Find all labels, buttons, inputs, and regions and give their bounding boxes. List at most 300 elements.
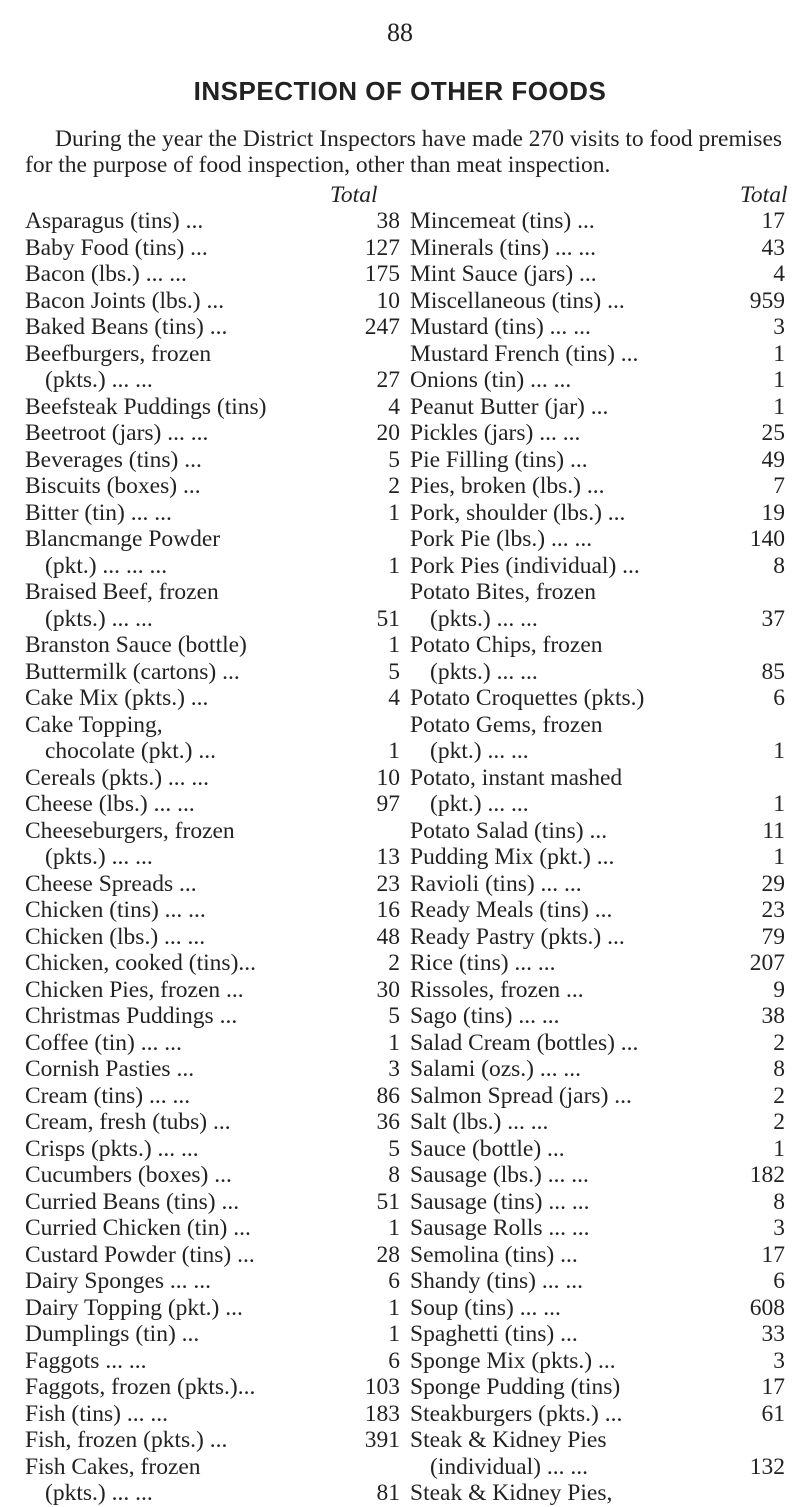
- leader-dots: ...: [213, 1003, 238, 1029]
- food-row: [410, 261, 785, 288]
- food-row: [25, 235, 400, 262]
- food-item-total: 3: [773, 314, 785, 340]
- food-item-name: Beefsteak Puddings (tins): [25, 393, 267, 420]
- food-row: [25, 314, 400, 341]
- leader-dots: ... ...: [143, 1082, 191, 1109]
- food-item-name: Asparagus (tins) ...: [25, 208, 204, 234]
- food-row: [410, 553, 785, 580]
- food-item-total: 175: [364, 261, 400, 287]
- food-item-total: 2: [388, 950, 400, 976]
- food-item-name: Cheese (lbs.) ... ...: [25, 791, 195, 817]
- leader-dots: ...: [175, 1135, 199, 1162]
- leader-dots: ... ...: [120, 552, 168, 579]
- food-row: [25, 1401, 400, 1428]
- food-item-total: 127: [364, 234, 400, 261]
- leader-dots: ...: [184, 420, 209, 446]
- food-row: [410, 579, 785, 606]
- food-item-name: Coffee (tin) ... ...: [25, 1029, 182, 1056]
- food-item-total: 7: [773, 473, 785, 499]
- food-row: [25, 1480, 400, 1507]
- leader-dots: ...: [592, 1347, 616, 1374]
- food-item-total: 1: [388, 1294, 400, 1321]
- food-item-total: 28: [376, 1241, 400, 1268]
- food-item-total: 20: [376, 420, 400, 446]
- food-item-total: 4: [773, 261, 785, 287]
- food-item-total: 97: [376, 791, 400, 817]
- food-row: [25, 977, 400, 1004]
- food-row: [410, 1295, 785, 1322]
- food-item-name: Potato Chips, frozen: [410, 632, 603, 658]
- food-item-total: [360, 341, 400, 368]
- food-item-total: 25: [761, 420, 785, 446]
- food-item-total: 38: [376, 208, 400, 234]
- food-item-name: Salmon Spread (jars) ...: [410, 1082, 632, 1109]
- food-row: [410, 606, 785, 633]
- food-row: [25, 526, 400, 553]
- food-item-name: Dairy Topping (pkt.) ...: [25, 1294, 243, 1321]
- leader-dots: ...: [598, 1400, 623, 1427]
- food-item-name: Fish Cakes, frozen: [25, 1453, 201, 1480]
- leader-dots: ...: [541, 1135, 565, 1162]
- food-item-name: Sponge Pudding (tins): [410, 1374, 621, 1400]
- food-item-name: Pickles (jars) ... ...: [410, 420, 581, 446]
- food-item-total: 207: [749, 950, 785, 976]
- food-row: [25, 1268, 400, 1295]
- food-item-total: 183: [364, 1400, 400, 1427]
- left-column-header: Total: [330, 182, 378, 208]
- food-item-total: 11: [762, 817, 785, 844]
- food-row: [410, 473, 785, 500]
- food-item-name: Salt (lbs.) ... ...: [410, 1109, 549, 1135]
- food-item-name: (pkt.) ... ... ...: [45, 552, 168, 579]
- food-item-total: 5: [388, 446, 400, 473]
- food-item-name: Pork, shoulder (lbs.) ...: [410, 499, 626, 526]
- food-item-total: 85: [761, 658, 785, 685]
- food-item-name: Semolina (tins) ...: [410, 1241, 578, 1268]
- leader-dots: ...: [227, 1215, 251, 1241]
- food-item-name: Potato Croquettes (pkts.): [410, 685, 645, 711]
- leader-dots: ...: [173, 870, 197, 897]
- food-item-total: [360, 818, 400, 845]
- food-item-name: Bacon Joints (lbs.) ...: [25, 287, 225, 314]
- food-item-total: 140: [749, 526, 785, 552]
- food-row: [25, 765, 400, 792]
- food-item-name: Salami (ozs.) ... ...: [410, 1056, 581, 1082]
- food-row: [410, 685, 785, 712]
- food-row: [410, 1321, 785, 1348]
- food-item-total: 391: [364, 1427, 400, 1453]
- leader-dots: ...: [203, 1427, 228, 1453]
- leader-dots: ... ...: [524, 367, 572, 393]
- leader-dots: ...: [184, 234, 208, 261]
- food-item-total: [745, 1427, 785, 1454]
- food-item-name: Cake Mix (pkts.) ...: [25, 685, 209, 711]
- leader-dots: ... ...: [105, 1480, 153, 1506]
- leader-dots: ...: [179, 208, 204, 234]
- food-row: [25, 791, 400, 818]
- food-row: [410, 738, 785, 765]
- leader-dots: ... ...: [513, 1294, 561, 1321]
- food-item-name: Ready Meals (tins) ...: [410, 897, 613, 923]
- food-item-name: Rice (tins) ... ...: [410, 950, 556, 976]
- food-item-total: 1: [388, 499, 400, 526]
- food-row: [410, 791, 785, 818]
- food-row: [25, 685, 400, 712]
- food-item-total: 81: [376, 1480, 400, 1506]
- food-row: [25, 1374, 400, 1401]
- food-row: [25, 1454, 400, 1481]
- leader-dots: ...: [573, 261, 597, 287]
- food-item-name: Fish, frozen (pkts.) ...: [25, 1427, 228, 1453]
- food-item-total: 1: [773, 340, 785, 367]
- leader-dots: ...: [178, 446, 202, 473]
- leader-dots: ... ...: [534, 1056, 581, 1082]
- food-row: [25, 632, 400, 659]
- food-item-name: Miscellaneous (tins) ...: [410, 287, 625, 314]
- leader-dots: ...: [177, 473, 201, 499]
- food-item-name: (pkts.) ... ...: [45, 1480, 153, 1506]
- food-item-name: Mustard French (tins) ...: [410, 340, 639, 367]
- leader-dots: ...: [601, 499, 626, 526]
- food-item-name: Cheeseburgers, frozen: [25, 817, 235, 844]
- right-column-header: Total: [740, 182, 788, 208]
- food-item-total: [745, 632, 785, 659]
- leader-dots: ... ...: [481, 738, 529, 764]
- food-row: [25, 1427, 400, 1454]
- food-item-name: Chicken Pies, frozen ...: [25, 976, 244, 1003]
- food-item-total: 16: [376, 897, 400, 923]
- food-row: [410, 1003, 785, 1030]
- food-row: [25, 1083, 400, 1110]
- food-item-name: Sauce (bottle) ...: [410, 1135, 565, 1162]
- food-row: [410, 897, 785, 924]
- leader-dots: ... ...: [512, 1003, 560, 1029]
- food-item-name: (pkts.) ... ...: [45, 844, 153, 870]
- food-item-name: (pkts.) ... ...: [45, 605, 153, 632]
- food-item-total: 959: [749, 287, 785, 314]
- food-item-total: 51: [376, 1188, 400, 1215]
- leader-dots: ...: [565, 1162, 589, 1188]
- food-item-name: Baked Beans (tins) ...: [25, 314, 228, 340]
- leader-dots: ...: [572, 234, 597, 261]
- leader-dots: ... ...: [533, 420, 581, 446]
- food-item-total: 6: [773, 685, 785, 711]
- food-item-total: 5: [388, 1003, 400, 1029]
- leader-dots: ...: [571, 208, 595, 234]
- food-item-name: Steak & Kidney Pies,: [410, 1480, 613, 1506]
- leader-dots: ...: [568, 526, 593, 552]
- leader-dots: ...: [583, 817, 608, 844]
- food-item-total: 19: [761, 499, 785, 526]
- food-item-total: 1: [773, 367, 785, 393]
- food-item-total: 4: [388, 685, 400, 711]
- food-row: [25, 394, 400, 421]
- food-row: [25, 473, 400, 500]
- food-item-total: 10: [376, 764, 400, 791]
- food-row: [410, 367, 785, 394]
- food-item-name: Potato Salad (tins) ...: [410, 817, 608, 844]
- food-item-total: 1: [773, 393, 785, 420]
- food-item-total: 1: [388, 1215, 400, 1241]
- right-food-list: [410, 208, 785, 1507]
- food-row: [410, 1162, 785, 1189]
- food-item-name: Curried Chicken (tin) ...: [25, 1215, 251, 1241]
- food-item-total: 132: [749, 1453, 785, 1480]
- food-row: [410, 632, 785, 659]
- food-item-total: 37: [761, 605, 785, 632]
- food-item-total: 43: [761, 234, 785, 261]
- food-item-total: 4: [388, 393, 400, 420]
- leader-dots: ... ...: [481, 791, 529, 817]
- food-item-name: Bitter (tin) ... ...: [25, 499, 172, 526]
- food-item-total: 79: [761, 923, 785, 950]
- leader-dots: ...: [219, 1294, 243, 1321]
- food-item-total: 48: [376, 923, 400, 950]
- food-row: [25, 1215, 400, 1242]
- food-row: [410, 1189, 785, 1216]
- food-item-total: 8: [773, 1188, 785, 1215]
- page-number: 88: [387, 18, 413, 47]
- leader-dots: ...: [187, 1268, 212, 1294]
- food-row: [25, 1162, 400, 1189]
- food-row: [410, 924, 785, 951]
- food-item-name: Rissoles, frozen ...: [410, 976, 584, 1003]
- food-item-name: Chicken (tins) ... ...: [25, 897, 206, 923]
- food-item-total: 49: [761, 446, 785, 473]
- food-item-name: Cake Topping,: [25, 711, 163, 738]
- food-row: [410, 500, 785, 527]
- food-item-name: Pork Pies (individual) ...: [410, 552, 640, 579]
- food-item-total: 13: [376, 844, 400, 870]
- food-item-total: 2: [773, 1109, 785, 1135]
- food-item-name: Onions (tin) ... ...: [410, 367, 572, 393]
- food-item-name: Mincemeat (tins) ...: [410, 208, 595, 234]
- leader-dots: ...: [584, 393, 609, 420]
- food-item-name: Soup (tins) ... ...: [410, 1294, 561, 1321]
- food-item-total: 86: [376, 1082, 400, 1109]
- leader-dots: ...: [207, 1109, 231, 1135]
- food-row: [410, 394, 785, 421]
- food-item-total: 5: [388, 1135, 400, 1162]
- food-item-name: Cream (tins) ... ...: [25, 1082, 191, 1109]
- food-row: [410, 288, 785, 315]
- food-item-name: Salad Cream (bottles) ...: [410, 1029, 639, 1056]
- food-item-name: Shandy (tins) ... ...: [410, 1268, 583, 1294]
- food-item-name: Beefburgers, frozen: [25, 340, 212, 367]
- left-food-list: [25, 208, 400, 1507]
- food-item-name: Braised Beef, frozen: [25, 579, 219, 605]
- food-item-name: Pie Filling (tins) ...: [410, 446, 588, 473]
- leader-dots: ...: [175, 1321, 200, 1347]
- leader-dots: ...: [170, 1056, 195, 1082]
- food-row: [410, 235, 785, 262]
- food-row: [410, 1427, 785, 1454]
- food-item-name: Sausage (tins) ... ...: [410, 1188, 590, 1215]
- food-row: [410, 1480, 785, 1507]
- leader-dots: ... ...: [99, 1347, 147, 1374]
- food-item-total: 6: [773, 1268, 785, 1294]
- leader-dots: ...: [192, 738, 216, 764]
- food-row: [25, 712, 400, 739]
- leader-dots: ...: [560, 976, 584, 1003]
- food-item-name: Beetroot (jars) ... ...: [25, 420, 209, 446]
- food-row: [25, 1189, 400, 1216]
- food-item-total: 38: [761, 1003, 785, 1029]
- food-item-name: Steakburgers (pkts.) ...: [410, 1400, 623, 1427]
- food-item-name: Ravioli (tins) ... ...: [410, 870, 582, 897]
- food-item-name: Faggots ... ...: [25, 1347, 147, 1374]
- food-row: [25, 738, 400, 765]
- leader-dots: ...: [564, 446, 588, 473]
- food-item-total: 9: [773, 976, 785, 1003]
- food-item-total: [360, 579, 400, 606]
- food-item-name: Cornish Pasties ...: [25, 1056, 195, 1082]
- food-row: [410, 1215, 785, 1242]
- food-row: [410, 341, 785, 368]
- food-item-total: 33: [761, 1321, 785, 1347]
- intro-paragraph: During the year the District Inspectors have made 270 visits to food premises for the purpose of food inspection, other than meat inspection.: [25, 126, 783, 178]
- food-item-total: 1: [388, 552, 400, 579]
- food-row: [25, 659, 400, 686]
- food-item-total: [360, 526, 400, 553]
- food-item-total: 23: [376, 870, 400, 897]
- food-row: [410, 818, 785, 845]
- food-row: [410, 950, 785, 977]
- food-row: [410, 1454, 785, 1481]
- food-item-name: Potato Bites, frozen: [410, 579, 597, 605]
- leader-dots: ...: [564, 1453, 588, 1480]
- food-item-name: Crisps (pkts.) ... ...: [25, 1135, 199, 1162]
- food-item-name: Minerals (tins) ... ...: [410, 234, 597, 261]
- food-item-name: Bacon (lbs.) ... ...: [25, 261, 187, 287]
- food-item-name: Mint Sauce (jars) ...: [410, 261, 597, 287]
- leader-dots: ...: [601, 923, 625, 950]
- food-item-total: [745, 1480, 785, 1507]
- food-item-name: Cream, fresh (tubs) ...: [25, 1109, 231, 1135]
- food-row: [410, 1348, 785, 1375]
- leader-dots: ...: [590, 844, 615, 870]
- leader-dots: ... ...: [120, 1400, 168, 1427]
- food-item-total: 103: [364, 1374, 400, 1400]
- food-item-total: 247: [364, 314, 400, 340]
- food-item-total: 1: [773, 844, 785, 870]
- leader-dots: ... ...: [105, 367, 153, 393]
- leader-dots: ...: [588, 897, 613, 923]
- food-row: [25, 367, 400, 394]
- leader-dots: ... ...: [534, 870, 582, 897]
- food-row: [25, 1109, 400, 1136]
- food-item-total: 1: [388, 1029, 400, 1056]
- food-item-name: Biscuits (boxes) ...: [25, 473, 201, 499]
- food-item-total: 1: [773, 1135, 785, 1162]
- food-item-total: 2: [388, 473, 400, 499]
- leader-dots: ... ...: [134, 1029, 182, 1056]
- food-item-total: 27: [376, 367, 400, 393]
- leader-dots: ...: [554, 1241, 578, 1268]
- food-item-total: [360, 712, 400, 739]
- food-row: [410, 977, 785, 1004]
- food-item-name: Spaghetti (tins) ...: [410, 1321, 578, 1347]
- food-item-total: 1: [773, 738, 785, 764]
- food-row: [25, 500, 400, 527]
- food-item-total: 3: [773, 1347, 785, 1374]
- food-item-total: 1: [388, 632, 400, 658]
- food-row: [25, 924, 400, 951]
- food-row: [410, 1109, 785, 1136]
- food-item-total: 17: [761, 208, 785, 234]
- leader-dots: ... ...: [147, 791, 195, 817]
- food-item-name: (pkt.) ... ...: [430, 738, 529, 764]
- food-row: [410, 526, 785, 553]
- food-item-total: 2: [773, 1082, 785, 1109]
- leader-dots: ...: [567, 314, 591, 340]
- food-row: [410, 844, 785, 871]
- leader-dots: ...: [184, 685, 209, 711]
- food-item-name: Blancmange Powder: [25, 526, 221, 552]
- food-item-name: (pkt.) ... ...: [430, 791, 529, 817]
- leader-dots: ...: [200, 287, 225, 314]
- food-item-total: 1: [388, 738, 400, 764]
- leader-dots: ...: [566, 1215, 590, 1241]
- food-item-total: 8: [773, 1056, 785, 1082]
- food-item-name: (pkts.) ... ...: [430, 605, 538, 632]
- food-item-name: Peanut Butter (jar) ...: [410, 393, 609, 420]
- food-item-total: 29: [761, 870, 785, 897]
- food-item-name: (pkts.) ... ...: [45, 367, 153, 393]
- leader-dots: ... ...: [501, 1109, 549, 1135]
- food-item-total: [745, 765, 785, 792]
- leader-dots: ...: [215, 1188, 240, 1215]
- food-row: [410, 1242, 785, 1269]
- food-row: [25, 1295, 400, 1322]
- leader-dots: ...: [185, 764, 210, 791]
- food-item-total: 17: [761, 1241, 785, 1268]
- food-row: [410, 1136, 785, 1163]
- food-item-total: [745, 712, 785, 739]
- food-item-name: Cereals (pkts.) ... ...: [25, 764, 210, 791]
- food-item-total: 182: [749, 1162, 785, 1188]
- food-item-total: 17: [761, 1374, 785, 1400]
- food-item-name: Curried Beans (tins) ...: [25, 1188, 240, 1215]
- food-row: [25, 871, 400, 898]
- food-item-name: Fish (tins) ... ...: [25, 1400, 168, 1427]
- food-row: [410, 208, 785, 235]
- food-item-name: Potato, instant mashed: [410, 764, 623, 791]
- food-row: [25, 818, 400, 845]
- food-row: [410, 1401, 785, 1428]
- food-row: [410, 871, 785, 898]
- food-row: [25, 1056, 400, 1083]
- food-row: [410, 314, 785, 341]
- food-item-name: Christmas Puddings ...: [25, 1003, 238, 1029]
- food-row: [25, 420, 400, 447]
- food-item-total: 23: [761, 897, 785, 923]
- food-item-name: (individual) ... ...: [430, 1453, 588, 1480]
- food-item-total: [745, 579, 785, 606]
- leader-dots: ...: [203, 314, 228, 340]
- food-item-total: 30: [376, 976, 400, 1003]
- food-item-name: Cheese Spreads ...: [25, 870, 197, 897]
- food-item-name: Ready Pastry (pkts.) ...: [410, 923, 625, 950]
- page-title: INSPECTION OF OTHER FOODS: [193, 76, 607, 106]
- food-row: [25, 844, 400, 871]
- food-item-total: 608: [749, 1294, 785, 1321]
- food-item-name: Custard Powder (tins) ...: [25, 1241, 255, 1268]
- food-item-total: 61: [761, 1400, 785, 1427]
- food-row: [25, 447, 400, 474]
- food-row: [25, 579, 400, 606]
- food-row: [25, 606, 400, 633]
